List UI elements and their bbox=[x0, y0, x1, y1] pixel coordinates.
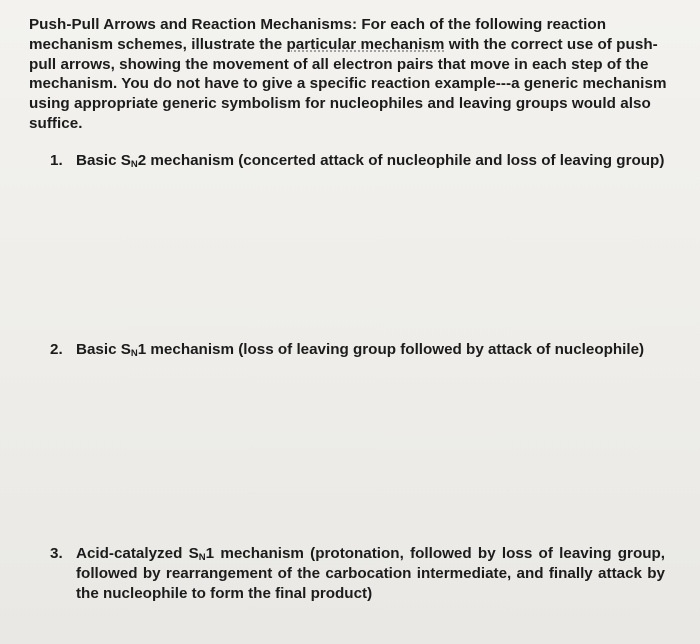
question-2 bbox=[50, 340, 665, 360]
question-text bbox=[76, 340, 665, 360]
question-text-before: Acid-catalyzed S bbox=[76, 545, 199, 562]
question-text bbox=[76, 151, 665, 171]
question-text-after: 2 mechanism (concerted attack of nucleophile and loss of leaving group) bbox=[137, 152, 665, 169]
question-text-after: 1 mechanism (loss of leaving group followed by attack of nucleophile) bbox=[137, 341, 645, 358]
question-3 bbox=[50, 544, 665, 604]
subscript-n: N bbox=[198, 552, 206, 563]
instructions-paragraph bbox=[29, 15, 669, 134]
subscript-n: N bbox=[130, 159, 138, 170]
question-text-before: Basic S bbox=[76, 341, 131, 358]
instructions-text-start: Push-Pull Arrows and Reaction Mechanisms: For each of the following reaction mechanism schemes, illustrate the bbox=[29, 16, 607, 53]
question-text-before: Basic S bbox=[76, 152, 131, 169]
question-number: 1. bbox=[50, 152, 63, 169]
question-text-after: 1 mechanism (protonation, followed by loss of leaving group, followed by rearrangement of the carbocation intermediate, and finally attack by the nucleophile to form the final product) bbox=[76, 545, 665, 602]
subscript-n: N bbox=[130, 348, 138, 359]
question-number: 2. bbox=[50, 341, 63, 358]
instructions-text-end: with the correct use of push-pull arrows, showing the movement of all electron pairs that move in each step of the mechanism. You do not have to give a specific reaction example---a generic mechanism using appropriate generic symbolism for nucleophiles and leaving groups would also suffice. bbox=[29, 35, 667, 132]
question-1 bbox=[50, 151, 665, 171]
question-text bbox=[76, 544, 665, 604]
question-number: 3. bbox=[50, 545, 63, 562]
instructions-underlined-phrase: particular mechanism bbox=[286, 35, 445, 53]
